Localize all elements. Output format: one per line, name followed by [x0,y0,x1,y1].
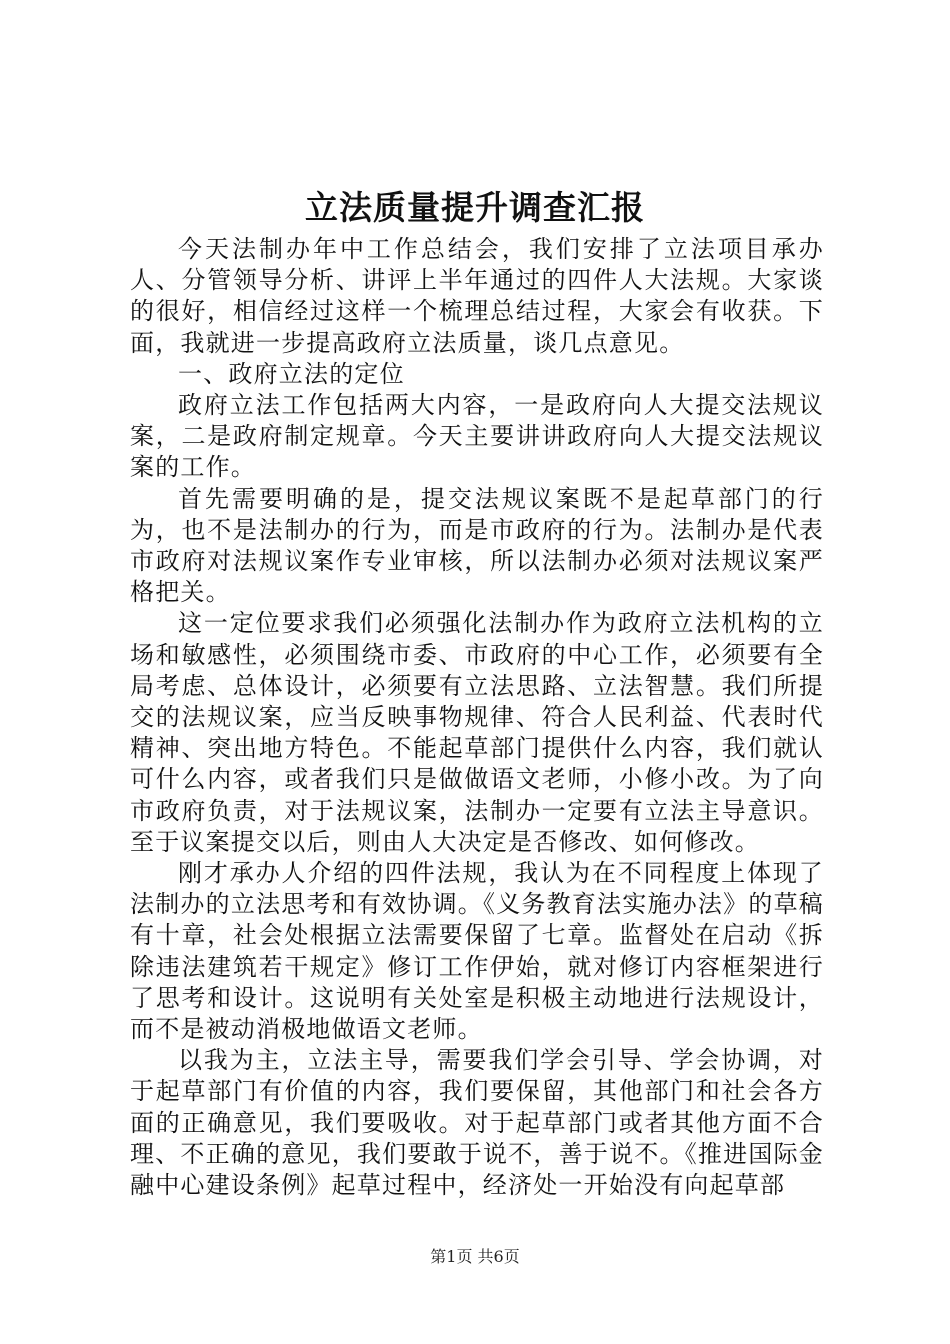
page-number-footer: 第1页 共6页 [430,1247,520,1266]
paragraph: 这一定位要求我们必须强化法制办作为政府立法机构的立场和敏感性，必须围绕市委、市政府的中心工作，必须要有全局考虑、总体设计，必须要有立法思路、立法智慧。我们所提交的法规议案，应当反映事物规律、符合人民利益、代表时代精神、突出地方特色。不能起草部门提供什么内容，我们就认可什么内容，或者我们只是做做语文老师，小修小改。为了向市政府负责，对于法规议案，法制办一定要有立法主导意识。至于议案提交以后，则由人大决定是否修改、如何修改。 [130,609,824,856]
section-heading: 一、政府立法的定位 [178,359,405,388]
paragraph: 刚才承办人介绍的四件法规，我认为在不同程度上体现了法制办的立法思考和有效协调。《义务教育法实施办法》的草稿有十章，社会处根据立法需要保留了七章。监督处在启动《拆除违法建筑若干规定》修订工作伊始，就对修订内容框架进行了思考和设计。这说明有关处室是积极主动地进行法规设计，而不是被动消极地做语文老师。 [130,859,824,1044]
paragraph-intro: 今天法制办年中工作总结会，我们安排了立法项目承办人、分管领导分析、讲评上半年通过的四件人大法规。大家谈的很好，相信经过这样一个梳理总结过程，大家会有收获。下面，我就进一步提高政府立法质量，谈几点意见。 [130,235,824,357]
document-title: 立法质量提升调查汇报 [305,188,645,227]
document-body [130,234,824,1201]
paragraph: 以我为主，立法主导，需要我们学会引导、学会协调，对于起草部门有价值的内容，我们要保留，其他部门和社会各方面的正确意见，我们要吸收。对于起草部门或者其他方面不合理、不正确的意见，我们要敢于说不，善于说不。《推进国际金融中心建设条例》起草过程中，经济处一开始没有向起草部 [130,1046,824,1200]
paragraph: 政府立法工作包括两大内容，一是政府向人大提交法规议案，二是政府制定规章。今天主要讲讲政府向人大提交法规议案的工作。 [130,391,824,482]
paragraph: 首先需要明确的是，提交法规议案既不是起草部门的行为，也不是法制办的行为，而是市政府的行为。法制办是代表市政府对法规议案作专业审核，所以法制办必须对法规议案严格把关。 [130,484,824,607]
